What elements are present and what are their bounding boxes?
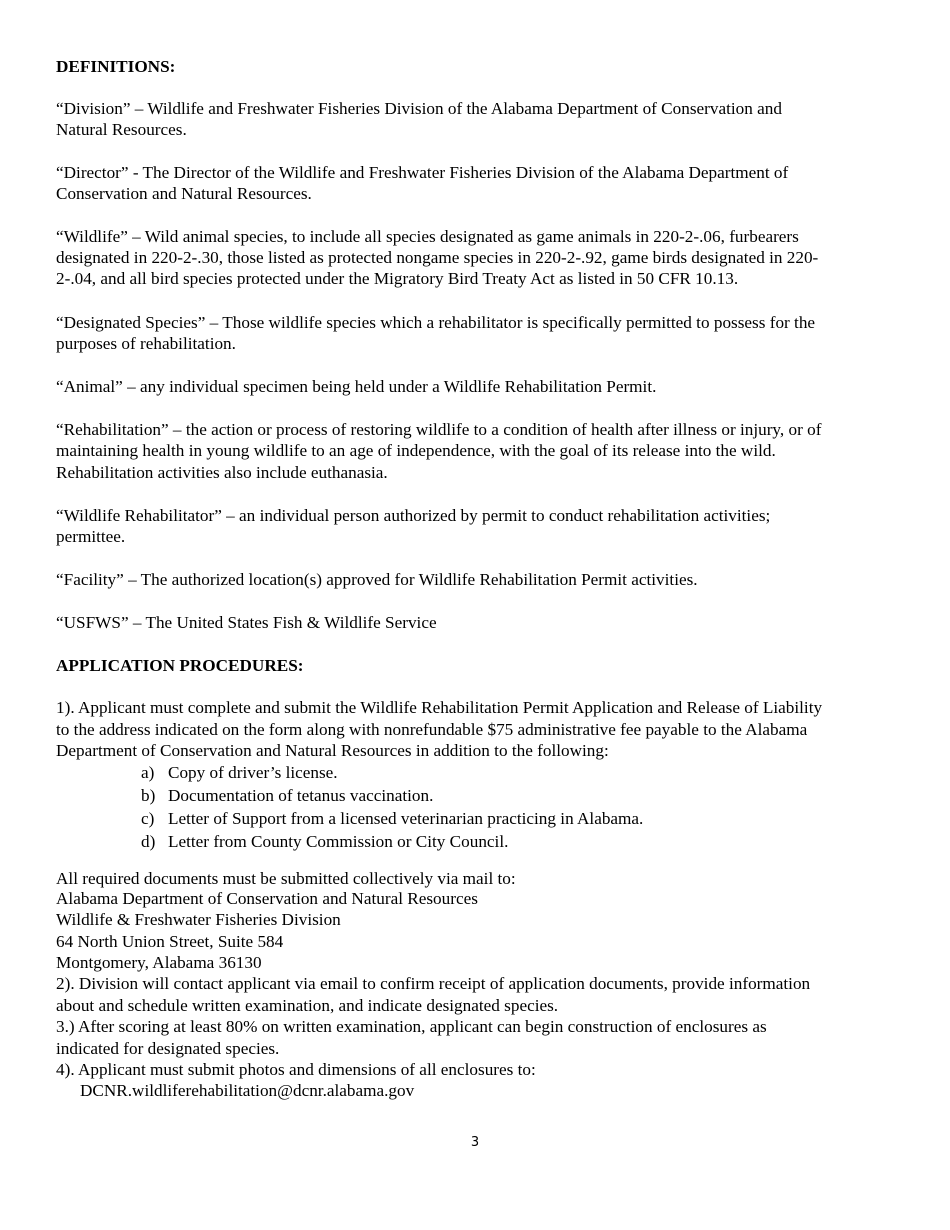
page-number: 3 (470, 1135, 480, 1150)
list-marker: d) (141, 832, 156, 851)
mail-intro: All required documents must be submitted collectively via mail to: (56, 869, 516, 888)
list-text: Letter from County Commission or City Council. (168, 832, 509, 851)
list-text: Copy of driver’s license. (168, 763, 338, 782)
list-marker: b) (141, 786, 156, 805)
email-link[interactable]: DCNR.wildliferehabilitation@dcnr.alabama.gov (80, 1081, 415, 1100)
definitions-heading: DEFINITIONS: (56, 57, 176, 76)
list-marker: a) (141, 763, 155, 782)
list-text: Letter of Support from a licensed veterinarian practicing in Alabama. (168, 809, 644, 828)
list-text: Documentation of tetanus vaccination. (168, 786, 434, 805)
list-marker: c) (141, 809, 155, 828)
procedures-heading: APPLICATION PROCEDURES: (56, 656, 304, 675)
